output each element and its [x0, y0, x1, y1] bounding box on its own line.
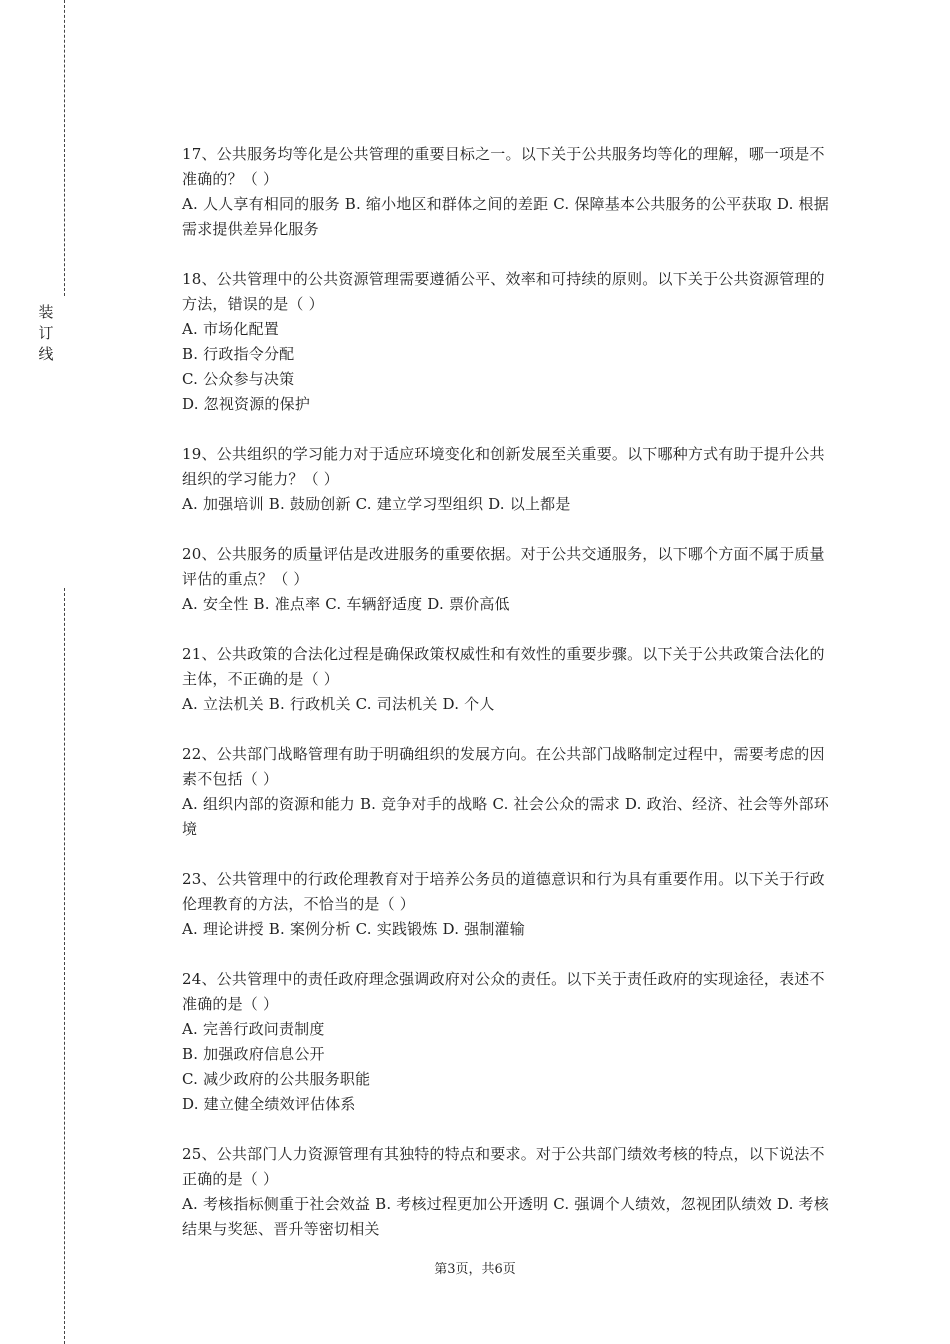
option-a: A. 市场化配置	[182, 320, 279, 338]
question-21	[182, 642, 838, 717]
question-23	[182, 867, 838, 942]
question-options: A. 立法机关 B. 行政机关 C. 司法机关 D. 个人	[182, 695, 495, 713]
question-24	[182, 967, 838, 1117]
question-options: A. 加强培训 B. 鼓励创新 C. 建立学习型组织 D. 以上都是	[182, 495, 571, 513]
binding-label-char: 装	[38, 303, 54, 321]
question-stem: 25、公共部门人力资源管理有其独特的特点和要求。对于公共部门绩效考核的特点，以下说法不正确的是（ ）	[182, 1145, 825, 1188]
question-stem: 19、公共组织的学习能力对于适应环境变化和创新发展至关重要。以下哪种方式有助于提升公共组织的学习能力？（ ）	[182, 445, 825, 488]
option-b: B. 行政指令分配	[182, 345, 295, 363]
option-c: C. 公众参与决策	[182, 370, 295, 388]
question-stem: 21、公共政策的合法化过程是确保政策权威性和有效性的重要步骤。以下关于公共政策合法化的主体，不正确的是（ ）	[182, 645, 825, 688]
question-20	[182, 542, 838, 617]
question-options: A. 人人享有相同的服务 B. 缩小地区和群体之间的差距 C. 保障基本公共服务的公平获取 D. 根据需求提供差异化服务	[182, 195, 829, 238]
page-footer: 第3页，共6页	[434, 1262, 516, 1277]
question-options: A. 组织内部的资源和能力 B. 竞争对手的战略 C. 社会公众的需求 D. 政治、经济、社会等外部环境	[182, 795, 829, 838]
option-c: C. 减少政府的公共服务职能	[182, 1070, 371, 1088]
question-list	[182, 142, 838, 1267]
binding-label	[37, 302, 55, 365]
question-stem: 22、公共部门战略管理有助于明确组织的发展方向。在公共部门战略制定过程中，需要考虑的因素不包括（ ）	[182, 745, 825, 788]
question-stem: 23、公共管理中的行政伦理教育对于培养公务员的道德意识和行为具有重要作用。以下关于行政伦理教育的方法，不恰当的是（ ）	[182, 870, 825, 913]
question-19	[182, 442, 838, 517]
question-17	[182, 142, 838, 242]
option-b: B. 加强政府信息公开	[182, 1045, 325, 1063]
question-options: A. 理论讲授 B. 案例分析 C. 实践锻炼 D. 强制灌输	[182, 920, 525, 938]
binding-line-bottom	[64, 588, 65, 1344]
question-18	[182, 267, 838, 417]
option-d: D. 忽视资源的保护	[182, 395, 311, 413]
binding-label-char: 线	[38, 345, 54, 363]
question-options: A. 安全性 B. 准点率 C. 车辆舒适度 D. 票价高低	[182, 595, 510, 613]
option-a: A. 完善行政问责制度	[182, 1020, 325, 1038]
question-stem: 17、公共服务均等化是公共管理的重要目标之一。以下关于公共服务均等化的理解，哪一项是不准确的？（ ）	[182, 145, 825, 188]
question-22	[182, 742, 838, 842]
question-25	[182, 1142, 838, 1242]
question-stem: 18、公共管理中的公共资源管理需要遵循公平、效率和可持续的原则。以下关于公共资源管理的方法，错误的是（ ）	[182, 270, 825, 313]
question-stem: 24、公共管理中的责任政府理念强调政府对公众的责任。以下关于责任政府的实现途径，表述不准确的是（ ）	[182, 970, 825, 1013]
binding-label-char: 订	[38, 324, 54, 342]
binding-line-top	[64, 0, 65, 296]
question-options: A. 考核指标侧重于社会效益 B. 考核过程更加公开透明 C. 强调个人绩效，忽视团队绩效 D. 考核结果与奖惩、晋升等密切相关	[182, 1195, 829, 1238]
question-stem: 20、公共服务的质量评估是改进服务的重要依据。对于公共交通服务，以下哪个方面不属于质量评估的重点？（ ）	[182, 545, 825, 588]
option-d: D. 建立健全绩效评估体系	[182, 1095, 356, 1113]
